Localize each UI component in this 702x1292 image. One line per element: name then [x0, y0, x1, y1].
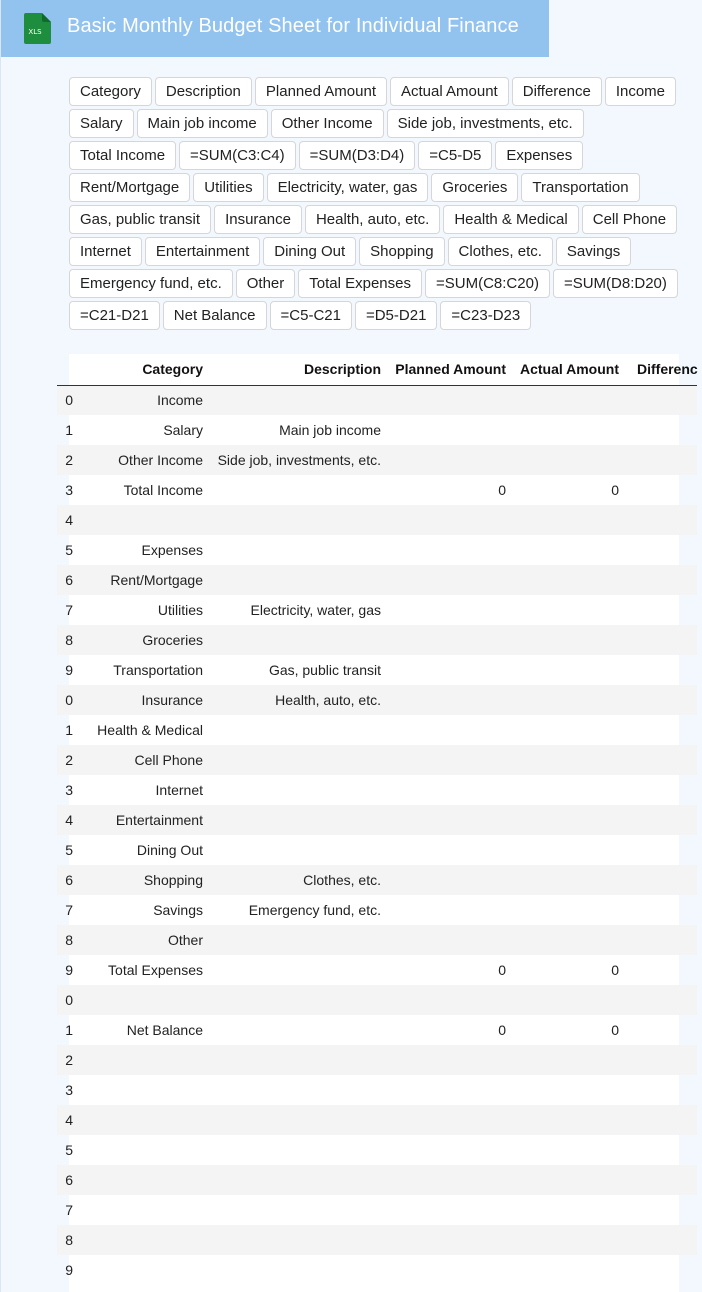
- value-chip[interactable]: Shopping: [359, 237, 444, 266]
- difference-cell: [625, 1135, 697, 1165]
- planned-amount-cell: [387, 805, 512, 835]
- header-description: Description: [209, 354, 387, 385]
- difference-cell: [625, 655, 697, 685]
- row-index-cell: 9: [65, 962, 73, 978]
- category-cell: Cell Phone: [73, 745, 209, 775]
- row-index-cell: 8: [57, 925, 73, 955]
- difference-cell: [625, 595, 697, 625]
- header-actual-amount: Actual Amount: [512, 354, 625, 385]
- header-index: [57, 354, 73, 385]
- value-chip[interactable]: Savings: [556, 237, 631, 266]
- difference-cell: [625, 475, 697, 505]
- table-row: [57, 565, 697, 595]
- difference-cell: [625, 415, 697, 445]
- description-cell: [209, 1165, 387, 1195]
- svg-text:XLS: XLS: [28, 28, 42, 36]
- row-index-cell: 4: [57, 805, 73, 835]
- actual-amount-cell: [512, 835, 625, 865]
- value-chip[interactable]: Total Income: [69, 141, 176, 170]
- table-row: [57, 685, 697, 715]
- planned-amount-cell: [387, 1105, 512, 1135]
- actual-amount-cell: [512, 925, 625, 955]
- planned-amount-cell: [387, 1135, 512, 1165]
- value-chip[interactable]: =C23-D23: [440, 301, 531, 330]
- category-cell: [73, 985, 209, 1015]
- category-cell: Savings: [153, 902, 203, 918]
- table-row: [57, 445, 697, 475]
- row-index-cell: 2: [57, 1045, 73, 1075]
- planned-amount-cell: 0: [498, 482, 506, 498]
- row-index-cell: 5: [65, 542, 73, 558]
- table-row: [57, 1105, 697, 1135]
- description-cell: Side job, investments, etc.: [209, 445, 387, 475]
- description-cell: [209, 715, 387, 745]
- value-chip[interactable]: Difference: [512, 77, 602, 106]
- actual-amount-cell: [512, 655, 625, 685]
- table-row: [57, 865, 697, 895]
- row-index-cell: 5: [65, 842, 73, 858]
- row-index-cell: 7: [65, 902, 73, 918]
- category-cell: Salary: [163, 422, 203, 438]
- table-row: [57, 985, 697, 1015]
- header-category: Category: [73, 354, 209, 385]
- row-index-cell: 4: [57, 505, 73, 535]
- value-chip[interactable]: =SUM(D8:D20): [553, 269, 678, 298]
- table-row: [57, 805, 697, 835]
- description-cell: [209, 1225, 387, 1255]
- description-cell: [209, 565, 387, 595]
- value-chip[interactable]: Planned Amount: [255, 77, 387, 106]
- category-cell: [73, 1165, 209, 1195]
- category-cell: Total Income: [123, 482, 203, 498]
- table-row: [57, 1045, 697, 1075]
- actual-amount-cell: [512, 1225, 625, 1255]
- row-index-cell: 8: [57, 625, 73, 655]
- actual-amount-cell: [512, 385, 625, 415]
- category-cell: [73, 1105, 209, 1135]
- difference-cell: [625, 1195, 697, 1225]
- table-row: [57, 955, 697, 985]
- actual-amount-cell: [512, 715, 625, 745]
- table-row: [57, 1195, 697, 1225]
- actual-amount-cell: [512, 415, 625, 445]
- table-row: [57, 1165, 697, 1195]
- row-index-cell: 8: [57, 1225, 73, 1255]
- row-index-cell: 3: [65, 782, 73, 798]
- category-cell: [73, 1075, 209, 1105]
- value-chip[interactable]: Health, auto, etc.: [305, 205, 440, 234]
- table-row: [57, 595, 697, 625]
- planned-amount-cell: [387, 565, 512, 595]
- actual-amount-cell: [512, 505, 625, 535]
- description-cell: [209, 1195, 387, 1225]
- planned-amount-cell: [387, 775, 512, 805]
- value-chip[interactable]: =C5-D5: [418, 141, 492, 170]
- category-cell: [73, 505, 209, 535]
- actual-amount-cell: [512, 1135, 625, 1165]
- difference-cell: [625, 985, 697, 1015]
- planned-amount-cell: [387, 595, 512, 625]
- difference-cell: [625, 1075, 697, 1105]
- description-cell: [209, 1075, 387, 1105]
- row-index-cell: 6: [57, 565, 73, 595]
- table-row: [57, 1075, 697, 1105]
- description-cell: Electricity, water, gas: [250, 602, 381, 618]
- table-row: [57, 625, 697, 655]
- table-row: [57, 1135, 697, 1165]
- table-row: [57, 505, 697, 535]
- difference-cell: [625, 505, 697, 535]
- difference-cell: [625, 895, 697, 925]
- category-cell: Other: [73, 925, 209, 955]
- row-index-cell: 6: [57, 1165, 73, 1195]
- value-chip[interactable]: Utilities: [193, 173, 263, 202]
- category-cell: Dining Out: [136, 842, 203, 858]
- planned-amount-cell: [387, 445, 512, 475]
- actual-amount-cell: [512, 865, 625, 895]
- category-cell: Other Income: [73, 445, 209, 475]
- description-cell: [209, 835, 387, 865]
- header-planned-amount: Planned Amount: [387, 354, 512, 385]
- actual-amount-cell: [512, 985, 625, 1015]
- table-row: [57, 895, 697, 925]
- page-title: Basic Monthly Budget Sheet for Individual Finance: [67, 15, 519, 37]
- planned-amount-cell: [387, 985, 512, 1015]
- difference-cell: [625, 565, 697, 595]
- value-chip[interactable]: Other: [236, 269, 296, 298]
- table-row: [57, 775, 697, 805]
- planned-amount-cell: [387, 895, 512, 925]
- row-index-cell: 2: [57, 445, 73, 475]
- description-cell: [209, 1255, 387, 1285]
- category-cell: Net Balance: [126, 1022, 203, 1038]
- difference-cell: [625, 775, 697, 805]
- row-index-cell: 2: [57, 745, 73, 775]
- description-cell: [209, 805, 387, 835]
- difference-cell: [625, 685, 697, 715]
- difference-cell: [625, 955, 697, 985]
- table-row: [57, 835, 697, 865]
- value-chip[interactable]: Gas, public transit: [69, 205, 211, 234]
- difference-cell: [625, 1255, 697, 1285]
- table-header-row: [57, 354, 697, 385]
- value-chip[interactable]: Other Income: [271, 109, 384, 138]
- difference-cell: [625, 925, 697, 955]
- value-chip[interactable]: Side job, investments, etc.: [387, 109, 584, 138]
- value-chip[interactable]: =SUM(C8:C20): [425, 269, 550, 298]
- row-index-cell: 1: [65, 722, 73, 738]
- row-index-cell: 0: [57, 685, 73, 715]
- description-cell: [209, 1045, 387, 1075]
- description-cell: [209, 1015, 387, 1045]
- category-cell: Utilities: [157, 602, 203, 618]
- planned-amount-cell: [387, 625, 512, 655]
- table-row: [57, 655, 697, 685]
- actual-amount-cell: [512, 1255, 625, 1285]
- value-chip[interactable]: Health & Medical: [443, 205, 578, 234]
- difference-cell: [625, 1165, 697, 1195]
- actual-amount-cell: [512, 685, 625, 715]
- value-chip[interactable]: =SUM(D3:D4): [299, 141, 416, 170]
- table-row: [57, 415, 697, 445]
- value-chip[interactable]: =C21-D21: [69, 301, 160, 330]
- description-cell: Emergency fund, etc.: [248, 902, 381, 918]
- value-chip[interactable]: Rent/Mortgage: [69, 173, 190, 202]
- category-cell: [73, 1195, 209, 1225]
- description-cell: [209, 955, 387, 985]
- value-chip[interactable]: Internet: [69, 237, 142, 266]
- table-row: [57, 1015, 697, 1045]
- difference-cell: [625, 625, 697, 655]
- difference-cell: [625, 805, 697, 835]
- planned-amount-cell: [387, 745, 512, 775]
- category-cell: Total Expenses: [108, 962, 203, 978]
- planned-amount-cell: [387, 1255, 512, 1285]
- category-cell: Groceries: [73, 625, 209, 655]
- actual-amount-cell: [512, 445, 625, 475]
- description-cell: Health, auto, etc.: [209, 685, 387, 715]
- description-cell: [209, 1135, 387, 1165]
- table-row: [57, 535, 697, 565]
- description-cell: [209, 385, 387, 415]
- difference-cell: [625, 745, 697, 775]
- app-header: [1, 0, 549, 57]
- row-index-cell: 9: [65, 1262, 73, 1278]
- row-index-cell: 3: [65, 1082, 73, 1098]
- description-cell: Gas, public transit: [268, 662, 381, 678]
- value-chip[interactable]: =C5-C21: [270, 301, 352, 330]
- budget-table: [57, 354, 697, 1285]
- planned-amount-cell: [387, 535, 512, 565]
- planned-amount-cell: [387, 715, 512, 745]
- description-cell: [209, 1105, 387, 1135]
- difference-cell: [625, 535, 697, 565]
- actual-amount-cell: [512, 895, 625, 925]
- planned-amount-cell: [387, 1075, 512, 1105]
- description-cell: [209, 925, 387, 955]
- actual-amount-cell: [512, 595, 625, 625]
- table-row: [57, 1225, 697, 1255]
- planned-amount-cell: [387, 835, 512, 865]
- value-chip[interactable]: Category: [69, 77, 152, 106]
- planned-amount-cell: [387, 1195, 512, 1225]
- value-chip[interactable]: Income: [605, 77, 676, 106]
- table-row: [57, 1255, 697, 1285]
- category-cell: Income: [73, 385, 209, 415]
- value-chip[interactable]: Main job income: [137, 109, 268, 138]
- row-index-cell: 7: [65, 602, 73, 618]
- category-cell: Insurance: [73, 685, 209, 715]
- planned-amount-cell: [387, 415, 512, 445]
- category-cell: Shopping: [73, 865, 209, 895]
- header-difference: Differenc: [625, 354, 697, 385]
- value-chip[interactable]: =SUM(C3:C4): [179, 141, 296, 170]
- actual-amount-cell: [512, 1045, 625, 1075]
- planned-amount-cell: [387, 925, 512, 955]
- actual-amount-cell: [512, 745, 625, 775]
- category-cell: [73, 1135, 209, 1165]
- planned-amount-cell: [387, 1165, 512, 1195]
- category-cell: Expenses: [141, 542, 203, 558]
- value-chip[interactable]: Expenses: [495, 141, 583, 170]
- actual-amount-cell: [512, 1195, 625, 1225]
- description-cell: [209, 985, 387, 1015]
- description-cell: [209, 745, 387, 775]
- value-chip[interactable]: Dining Out: [263, 237, 356, 266]
- value-chip[interactable]: Transportation: [521, 173, 639, 202]
- difference-cell: [625, 865, 697, 895]
- row-index-cell: 0: [57, 985, 73, 1015]
- category-cell: Internet: [155, 782, 203, 798]
- value-chip[interactable]: Clothes, etc.: [448, 237, 553, 266]
- table-row: [57, 745, 697, 775]
- description-cell: [209, 475, 387, 505]
- actual-amount-cell: [512, 535, 625, 565]
- value-chip[interactable]: Entertainment: [145, 237, 260, 266]
- value-chip[interactable]: Groceries: [431, 173, 518, 202]
- row-index-cell: 1: [65, 422, 73, 438]
- row-index-cell: 3: [65, 482, 73, 498]
- category-cell: [73, 1225, 209, 1255]
- value-chip[interactable]: Net Balance: [163, 301, 267, 330]
- value-chip[interactable]: Cell Phone: [582, 205, 677, 234]
- category-cell: [73, 1255, 209, 1285]
- description-cell: Clothes, etc.: [209, 865, 387, 895]
- category-cell: Health & Medical: [97, 722, 203, 738]
- row-index-cell: 7: [65, 1202, 73, 1218]
- description-cell: [209, 505, 387, 535]
- actual-amount-cell: [512, 775, 625, 805]
- actual-amount-cell: [512, 1165, 625, 1195]
- description-cell: Main job income: [279, 422, 381, 438]
- xls-file-icon: [23, 13, 51, 44]
- planned-amount-cell: [387, 685, 512, 715]
- planned-amount-cell: [387, 505, 512, 535]
- difference-cell: [625, 835, 697, 865]
- row-index-cell: 4: [57, 1105, 73, 1135]
- description-cell: [209, 625, 387, 655]
- value-chip[interactable]: =D5-D21: [355, 301, 437, 330]
- planned-amount-cell: [387, 655, 512, 685]
- planned-amount-cell: 0: [498, 1022, 506, 1038]
- row-index-cell: 0: [57, 385, 73, 415]
- actual-amount-cell: [512, 805, 625, 835]
- planned-amount-cell: [387, 1225, 512, 1255]
- category-cell: Transportation: [113, 662, 203, 678]
- planned-amount-cell: [387, 385, 512, 415]
- actual-amount-cell: 0: [611, 962, 619, 978]
- value-chip[interactable]: Electricity, water, gas: [267, 173, 429, 202]
- description-cell: [209, 775, 387, 805]
- table-row: [57, 475, 697, 505]
- difference-cell: [625, 715, 697, 745]
- planned-amount-cell: [387, 1045, 512, 1075]
- difference-cell: [625, 385, 697, 415]
- spreadsheet-preview[interactable]: [65, 354, 698, 1292]
- actual-amount-cell: [512, 1105, 625, 1135]
- value-chip[interactable]: Description: [155, 77, 252, 106]
- row-index-cell: 6: [57, 865, 73, 895]
- table-row: [57, 385, 697, 415]
- category-cell: Entertainment: [73, 805, 209, 835]
- planned-amount-cell: [387, 865, 512, 895]
- difference-cell: [625, 1045, 697, 1075]
- table-body: [57, 385, 697, 1285]
- value-chip[interactable]: Salary: [69, 109, 134, 138]
- value-chip[interactable]: Actual Amount: [390, 77, 509, 106]
- value-chip[interactable]: Insurance: [214, 205, 302, 234]
- actual-amount-cell: [512, 1075, 625, 1105]
- difference-cell: [625, 1225, 697, 1255]
- difference-cell: [625, 1105, 697, 1135]
- difference-cell: [625, 1015, 697, 1045]
- table-row: [57, 715, 697, 745]
- row-index-cell: 9: [65, 662, 73, 678]
- value-chip[interactable]: Emergency fund, etc.: [69, 269, 233, 298]
- actual-amount-cell: [512, 625, 625, 655]
- actual-amount-cell: [512, 565, 625, 595]
- value-chip[interactable]: Total Expenses: [298, 269, 422, 298]
- row-index-cell: 5: [65, 1142, 73, 1158]
- planned-amount-cell: 0: [498, 962, 506, 978]
- row-index-cell: 1: [65, 1022, 73, 1038]
- cell-value-chips: [69, 77, 689, 330]
- actual-amount-cell: 0: [611, 482, 619, 498]
- table-row: [57, 925, 697, 955]
- category-cell: Rent/Mortgage: [73, 565, 209, 595]
- actual-amount-cell: 0: [611, 1022, 619, 1038]
- difference-cell: [625, 445, 697, 475]
- category-cell: [73, 1045, 209, 1075]
- description-cell: [209, 535, 387, 565]
